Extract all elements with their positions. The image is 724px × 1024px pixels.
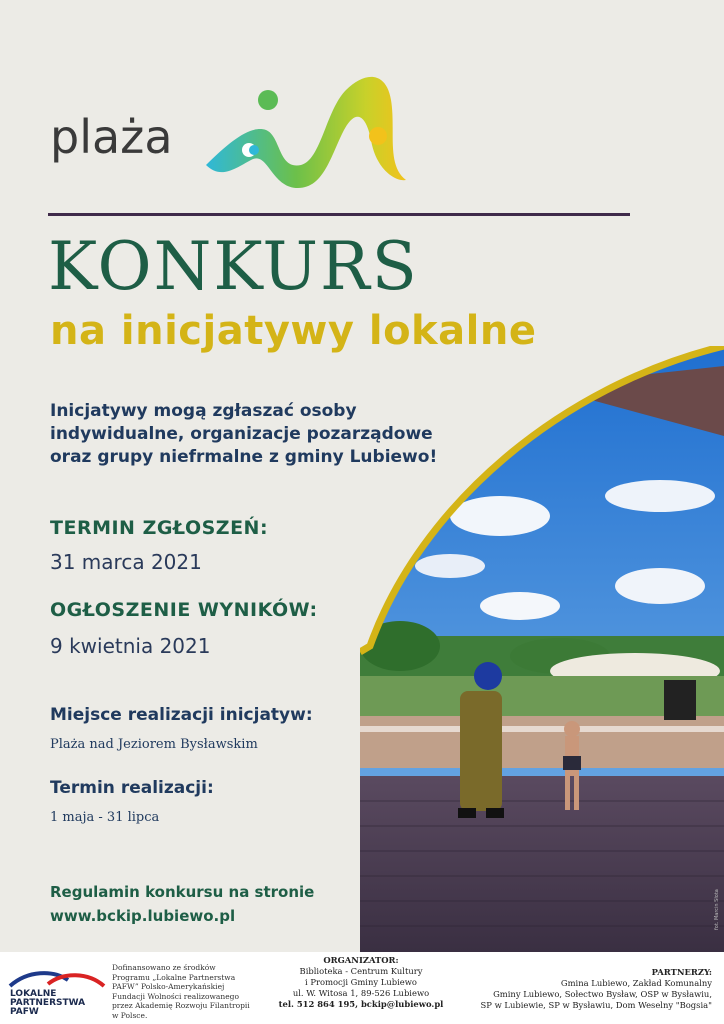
rules-link[interactable]: www.bckip.lubiewo.pl: [50, 907, 236, 925]
pafw-line: PAFW: [10, 1007, 39, 1017]
place-value: Plaża nad Jeziorem Bysławskim: [50, 737, 258, 752]
organizer-line: Biblioteka - Centrum Kultury: [299, 966, 423, 976]
period-label: Termin realizacji:: [50, 778, 214, 798]
partners-line: Gmina Lubiewo, Zakład Komunalny: [560, 978, 712, 988]
partners-block: [481, 967, 712, 1011]
logo-figures-icon: [206, 70, 426, 200]
divider: [48, 213, 630, 216]
organizer-line: i Promocji Gminy Lubiewo: [305, 977, 417, 987]
organizer-contact: tel. 512 864 195, bckip@lubiewo.pl: [278, 999, 444, 1009]
place-label: Miejsce realizacji inicjatyw:: [50, 705, 313, 725]
footer: [0, 952, 724, 1024]
organizer-line: ul. W. Witosa 1, 89-526 Lubiewo: [292, 988, 430, 998]
deadline-label: TERMIN ZGŁOSZEŃ:: [50, 517, 269, 539]
plaza-logo: [46, 70, 426, 200]
partners-line: SP w Lubiewie, SP w Bysławiu, Dom Weselny "Bogsia": [480, 1000, 712, 1010]
funding-line: przez Akademię Rozwoju Filantropii: [112, 1001, 250, 1010]
funding-line: PAFW” Polsko-Amerykańskiej: [112, 982, 225, 991]
organizer-heading: ORGANIZATOR:: [323, 955, 399, 965]
pafw-line: LOKALNE: [10, 989, 57, 999]
results-value: 9 kwietnia 2021: [50, 634, 211, 658]
page-title: KONKURS: [48, 228, 419, 305]
logo-wordmark: plaża: [50, 110, 173, 164]
deadline-value: 31 marca 2021: [50, 550, 202, 574]
partners-line: Gminy Lubiewo, Sołectwo Bysław, OSP w Bysławiu,: [493, 989, 712, 999]
intro-line: oraz grupy niefrmalne z gminy Lubiewo!: [50, 447, 438, 467]
results-label: OGŁOSZENIE WYNIKÓW:: [50, 599, 318, 621]
photo-credit: fot. Marcin Słota: [714, 889, 720, 930]
page-subtitle: na inicjatywy lokalne: [50, 308, 537, 354]
funding-line: Programu „Lokalne Partnerstwa: [112, 972, 236, 982]
funding-line: Fundacji Wolności realizowanego: [112, 991, 239, 1001]
rules-info: [50, 880, 314, 928]
intro-line: Inicjatywy mogą zgłaszać osoby: [50, 401, 357, 421]
rules-text: Regulamin konkursu na stronie: [50, 883, 315, 901]
funding-line: Dofinansowano ze środków: [112, 963, 216, 972]
funding-note: [112, 963, 250, 1020]
pafw-line: PARTNERSTWA: [10, 998, 86, 1008]
pafw-label: [10, 990, 85, 1017]
funding-line: w Polsce.: [112, 1010, 148, 1020]
partners-heading: PARTNERZY:: [651, 967, 712, 977]
organizer-block: [270, 955, 452, 1010]
intro-text: [50, 400, 470, 469]
period-value: 1 maja - 31 lipca: [50, 810, 160, 825]
intro-line: indywidualne, organizacje pozarządowe: [50, 424, 433, 444]
